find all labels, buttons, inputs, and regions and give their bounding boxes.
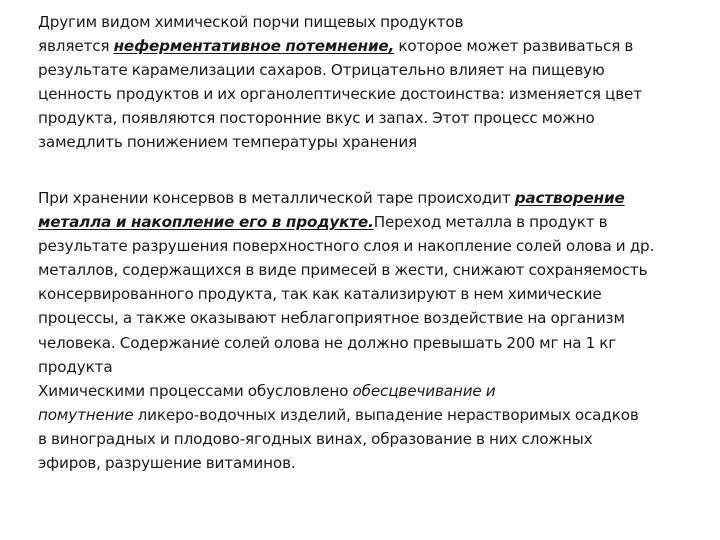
text-line: Другим видом химической порчи пищевых продуктов [38, 13, 464, 31]
text-line [38, 186, 702, 210]
paragraph-chemical-processes [38, 379, 702, 475]
text-run: является [38, 37, 114, 56]
text-line: ценность продуктов и их органолептические достоинства: изменяется цвет [38, 85, 642, 104]
text-line [38, 210, 702, 234]
text-run: ликеро-водочных изделий, выпадение нерастворимых осадков [133, 406, 639, 425]
text-line: результате карамелизации сахаров. Отрицательно влияет на пищевую [38, 61, 605, 80]
text-line [38, 379, 702, 403]
text-line: эфиров, разрушение витаминов. [38, 454, 296, 473]
paragraph-metal-dissolution [38, 186, 702, 379]
text-line: продукта, появляются посторонние вкус и запах. Этот процесс можно [38, 109, 595, 128]
text-run: При хранении консервов в металлической таре происходит [38, 189, 515, 207]
text-line: консервированного продукта, так как катализируют в нем химические [38, 285, 602, 304]
text-line: процессы, а также оказывают неблагоприятное воздействие на организм [38, 309, 625, 328]
text-line: продукта [38, 357, 113, 376]
italic-term: обесцвечивание и [352, 382, 496, 400]
paragraph-nonenzymatic-browning [38, 10, 702, 155]
text-line: результате разрушения поверхностного слоя и накопление солей олова и др. [38, 237, 655, 256]
italic-term: помутнение [38, 406, 134, 425]
text-line: металлов, содержащихся в виде примесей в жести, снижают сохраняемость [38, 261, 648, 280]
text-line [38, 34, 702, 58]
emphasized-term: растворение [514, 189, 625, 207]
text-line: человека. Содержание солей олова не должно превышать 200 мг на 1 кг [38, 333, 617, 352]
text-run: которое может развиваться в [394, 37, 634, 56]
emphasized-term: металла и накопление его в продукте. [38, 213, 374, 232]
emphasized-term: неферментативное потемнение, [113, 37, 395, 56]
text-line: замедлить понижением температуры хранения [38, 133, 418, 152]
text-line [38, 403, 702, 427]
text-run: Химическими процессами обусловлено [38, 382, 353, 400]
text-line: в виноградных и плодово-ягодных винах, образование в них сложных [38, 430, 593, 449]
text-run: Переход металла в продукт в [373, 213, 608, 232]
